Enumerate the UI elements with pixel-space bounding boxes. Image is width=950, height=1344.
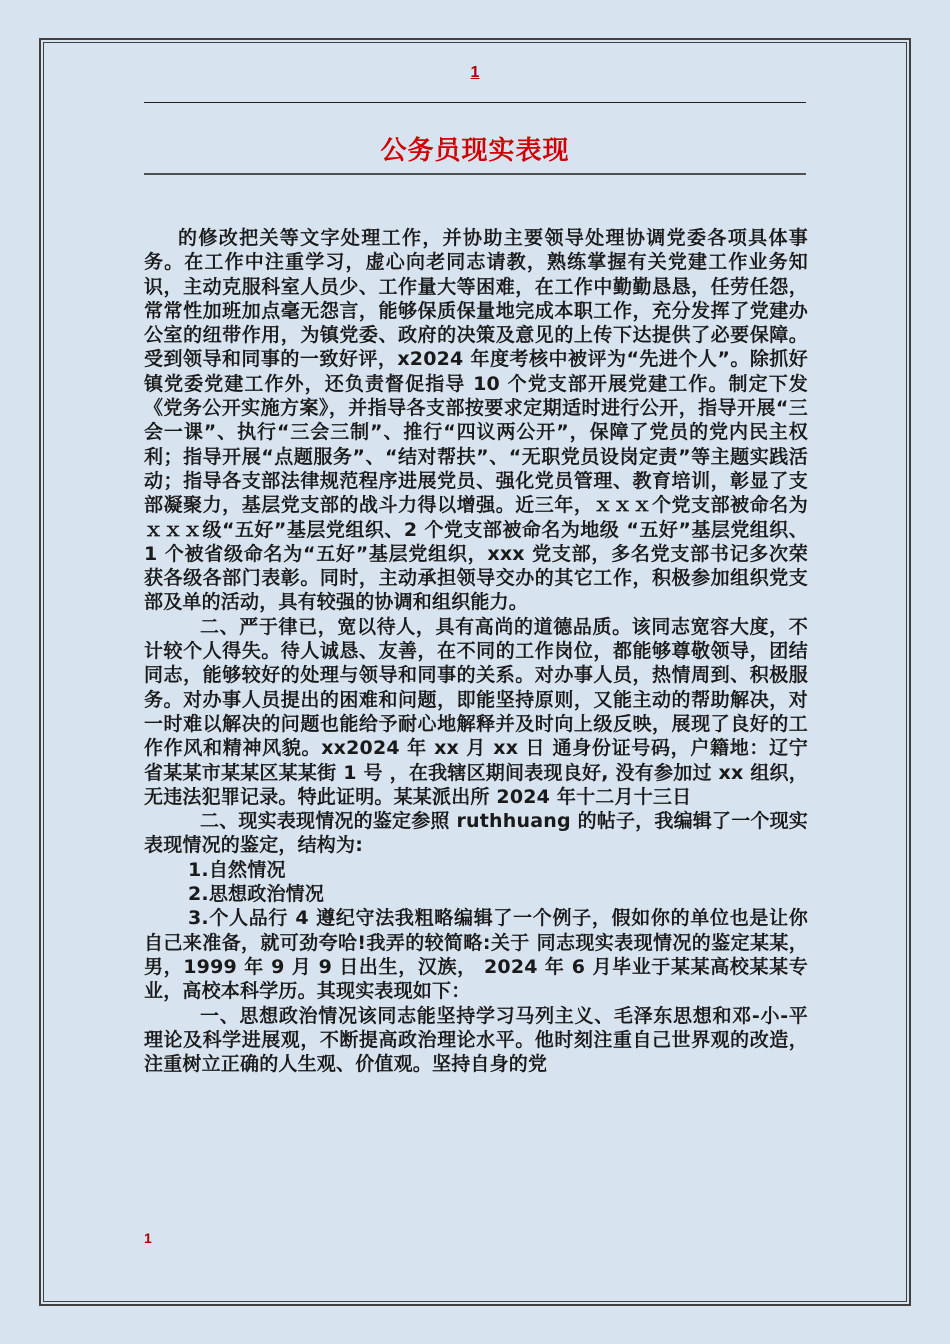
header-rule [144, 102, 806, 103]
body-paragraph: 二、现实表现情况的鉴定参照 ruthhuang 的帖子，我编辑了一个现实表现情况的鉴定，结构为: [144, 810, 808, 857]
title-rule [144, 173, 806, 175]
list-item: 1.自然情况 [188, 858, 286, 881]
footer-page-number: 1 [144, 1230, 152, 1246]
header-page-number: 1 [470, 64, 480, 81]
body-paragraph: 的修改把关等文字处理工作，并协助主要领导处理协调党委各项具体事务。在工作中注重学习，虚心向老同志请教，熟练掌握有关党建工作业务知识，主动克服科室人员少、工作量大等困难，在工作中勤勤恳恳，任劳任怨，常常性加班加点毫无怨言，能够保质保量地完成本职工作，充分发挥了党建办公室的纽带作用，为镇党委、政府的决策及意见的上传下达提供了必要保障。受到领导和同事的一致好评，x2024 年度考核中被评为“先进个人”。除抓好镇党委党建工作外，还负责督促指导 10 个党支部开展党建工作。制定下发《党务公开实施方案》，并指导各支部按要求定期适时进行公开，指导开展“三会一课”、执行“三会三制”、推行“四议两公开”，保障了党员的党内民主权利；指导开展“点题服务”、“结对帮扶”、“无职党员设岗定责”等主题实践活动；指导各支部法律规范程序进展党员、强化党员管理、教育培训，彰显了支部凝聚力，基层党支部的战斗力得以增强。近三年，ｘｘｘ个党支部被命名为ｘｘｘ级“五好”基层党组织、2 个党支部被命名为地级 “五好”基层党组织、1 个被省级命名为“五好”基层党组织，xxx 党支部，多名党支部书记多次荣获各级各部门表彰。同时，主动承担领导交办的其它工作，积极参加组织党支部及单的活动，具有较强的协调和组织能力。 [144, 227, 808, 614]
body-paragraph: 二、严于律已，宽以待人，具有高尚的道德品质。该同志宽容大度，不计较个人得失。待人诚恳、友善，在不同的工作岗位，都能够尊敬领导，团结同志，能够较好的处理与领导和同事的关系。对办事人员，热情周到、积极服务。对办事人员提出的困难和问题，即能坚持原则，又能主动的帮助解决，对一时难以解决的问题也能给予耐心地解释并及时向上级反映，展现了良好的工作作风和精神风貌。xx2024 年 xx 月 xx 日 通身份证号码，户籍地：辽宁省某某市某某区某某街 1 号 ，在我辖区期间表现良好, 没有参加过 xx 组织，无违法犯罪记录。特此证明。某某派出所 2024 年十二月十三日 [144, 615, 808, 808]
document-title: 公务员现实表现 [380, 136, 570, 166]
document-body [144, 226, 808, 1076]
list-item: 3.个人品行 4 遵纪守法我粗略编辑了一个例子，假如你的单位也是让你自己来准备，就可劲夸哈!我弄的较简略:关于 同志现实表现情况的鉴定某某，男，1999 年 9 月 9 日出生，汉族， 2024 年 6 月毕业于某某高校某某专业，高校本科学历。其现实表现如下： [144, 907, 808, 1003]
list-item: 2.思想政治情况 [188, 883, 325, 906]
body-paragraph: 一、思想政治情况该同志能坚持学习马列主义、毛泽东思想和邓-小-平理论及科学进展观，不断提高政治理论水平。他时刻注重自己世界观的改造，注重树立正确的人生观、价值观。坚持自身的党 [144, 1004, 808, 1076]
